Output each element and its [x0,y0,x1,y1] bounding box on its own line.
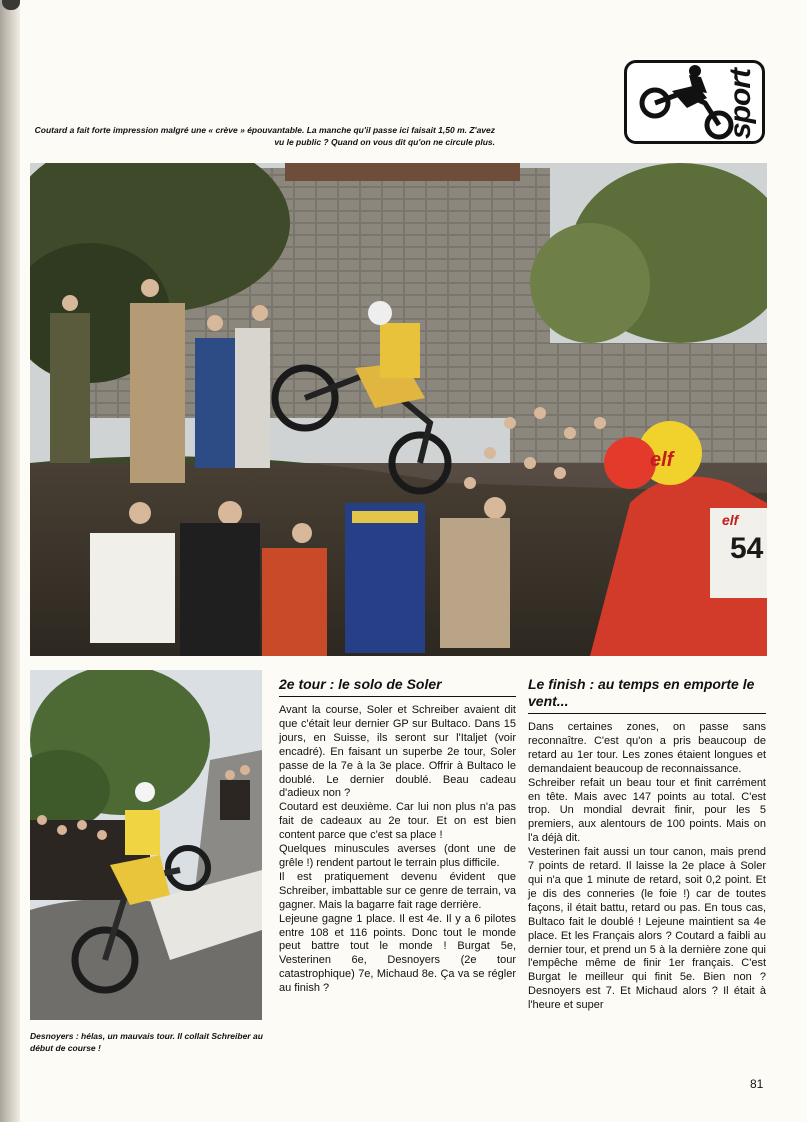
paragraph: Il est pratiquement devenu évident que Schreiber, imbattable sur ce genre de terrain, va gagner. Mais la bagarre fait rage derrière. [279,870,516,911]
article-column-right [528,676,766,1013]
jersey-elf-logo: elf [722,512,739,528]
secondary-photo [30,670,262,1020]
section-heading-2e-tour: 2e tour : le solo de Soler [279,676,516,697]
helmet-elf-logo: elf [650,449,674,471]
paragraph: Coutard est deuxième. Car lui non plus n'a pas fait de cadeaux au 2e tour. Et on est bien content parce que c'est sa place ! [279,801,516,842]
jersey-number: 54 [730,532,764,565]
logo-word: sport [724,69,757,139]
paragraph: Dans certaines zones, on passe sans reconnaître. C'est qu'on a pris beaucoup de retard au 1er tour. Les zones étaient longues et demandaient beaucoup de reconnaissance. [528,721,766,775]
main-photo [30,163,767,656]
photo-caption-bottom: Desnoyers : hélas, un mauvais tour. Il collait Schreiber au début de course ! [30,1031,263,1053]
motorcycle-rider-icon [627,63,737,141]
binding-corner [2,0,20,10]
paragraph: Lejeune gagne 1 place. Il est 4e. Il y a 6 pilotes entre 108 et 116 points. Donc tout le monde peut battre tout le monde ! Burgat 5e, Vesterinen 6e, Desnoyers (2e tour catastrophique) 7e, Michaud 8e. Ça va se régler au finish ? [279,912,516,995]
paragraph: Quelques minuscules averses (dont une de grêle !) rendent partout le terrain plus difficile. [279,843,516,869]
page-binding-edge [0,0,20,1122]
paragraph: Schreiber refait un beau tour et finit carrément en tête. Mais avec 147 points au total. C'est trop. Un mondial devrait finir, pour les 5 premiers, aux alentours de 100 points. Mais on l'a déjà dit. [528,776,766,845]
paragraph: Avant la course, Soler et Schreiber avaient dit que c'était leur dernier GP sur Bultaco. Dans 15 jours, en Suisse, ils seront sur l'Italjet (voir encadré). En faisant un superbe 2e tour, Soler passe de la 7e à la 3e place. Offrir à Bultaco le doublé. Le dernier doublé. Beau cadeau d'adieux non ? [279,704,516,800]
article-column-middle [279,676,516,996]
section-heading-finish: Le finish : au temps en emporte le vent... [528,676,766,714]
sport-logo [624,60,765,144]
paragraph: Vesterinen fait aussi un tour canon, mais prend 7 points de retard. Il laisse la 2e place à Soler qui n'a que 1 minute de retard, soit 0,2 point. Et je dis des conneries (le foie !) car de toutes façons, il était battu, retard ou pas. En tous cas, Bultaco fait le doublé ! Lejeune maintient sa 4e place. Et les Français alors ? Coutard a faibli au dernier tour, et prend un 5 à la dernière zone qui l'empêche même de finir 1er français. C'est Burgat le meilleur qui finit 5e. Bien non ? Desnoyers est 7. Et Michaud alors ? Il était à l'heure et super [528,846,766,1012]
photo-caption-top: Coutard a fait forte impression malgré une « crève » épouvantable. La manche qu'il passe ici faisait 1,50 m. Z'avez vu le public ? Quand on vous dit qu'on ne circule plus. [34,125,495,147]
page-number: 81 [750,1077,764,1091]
